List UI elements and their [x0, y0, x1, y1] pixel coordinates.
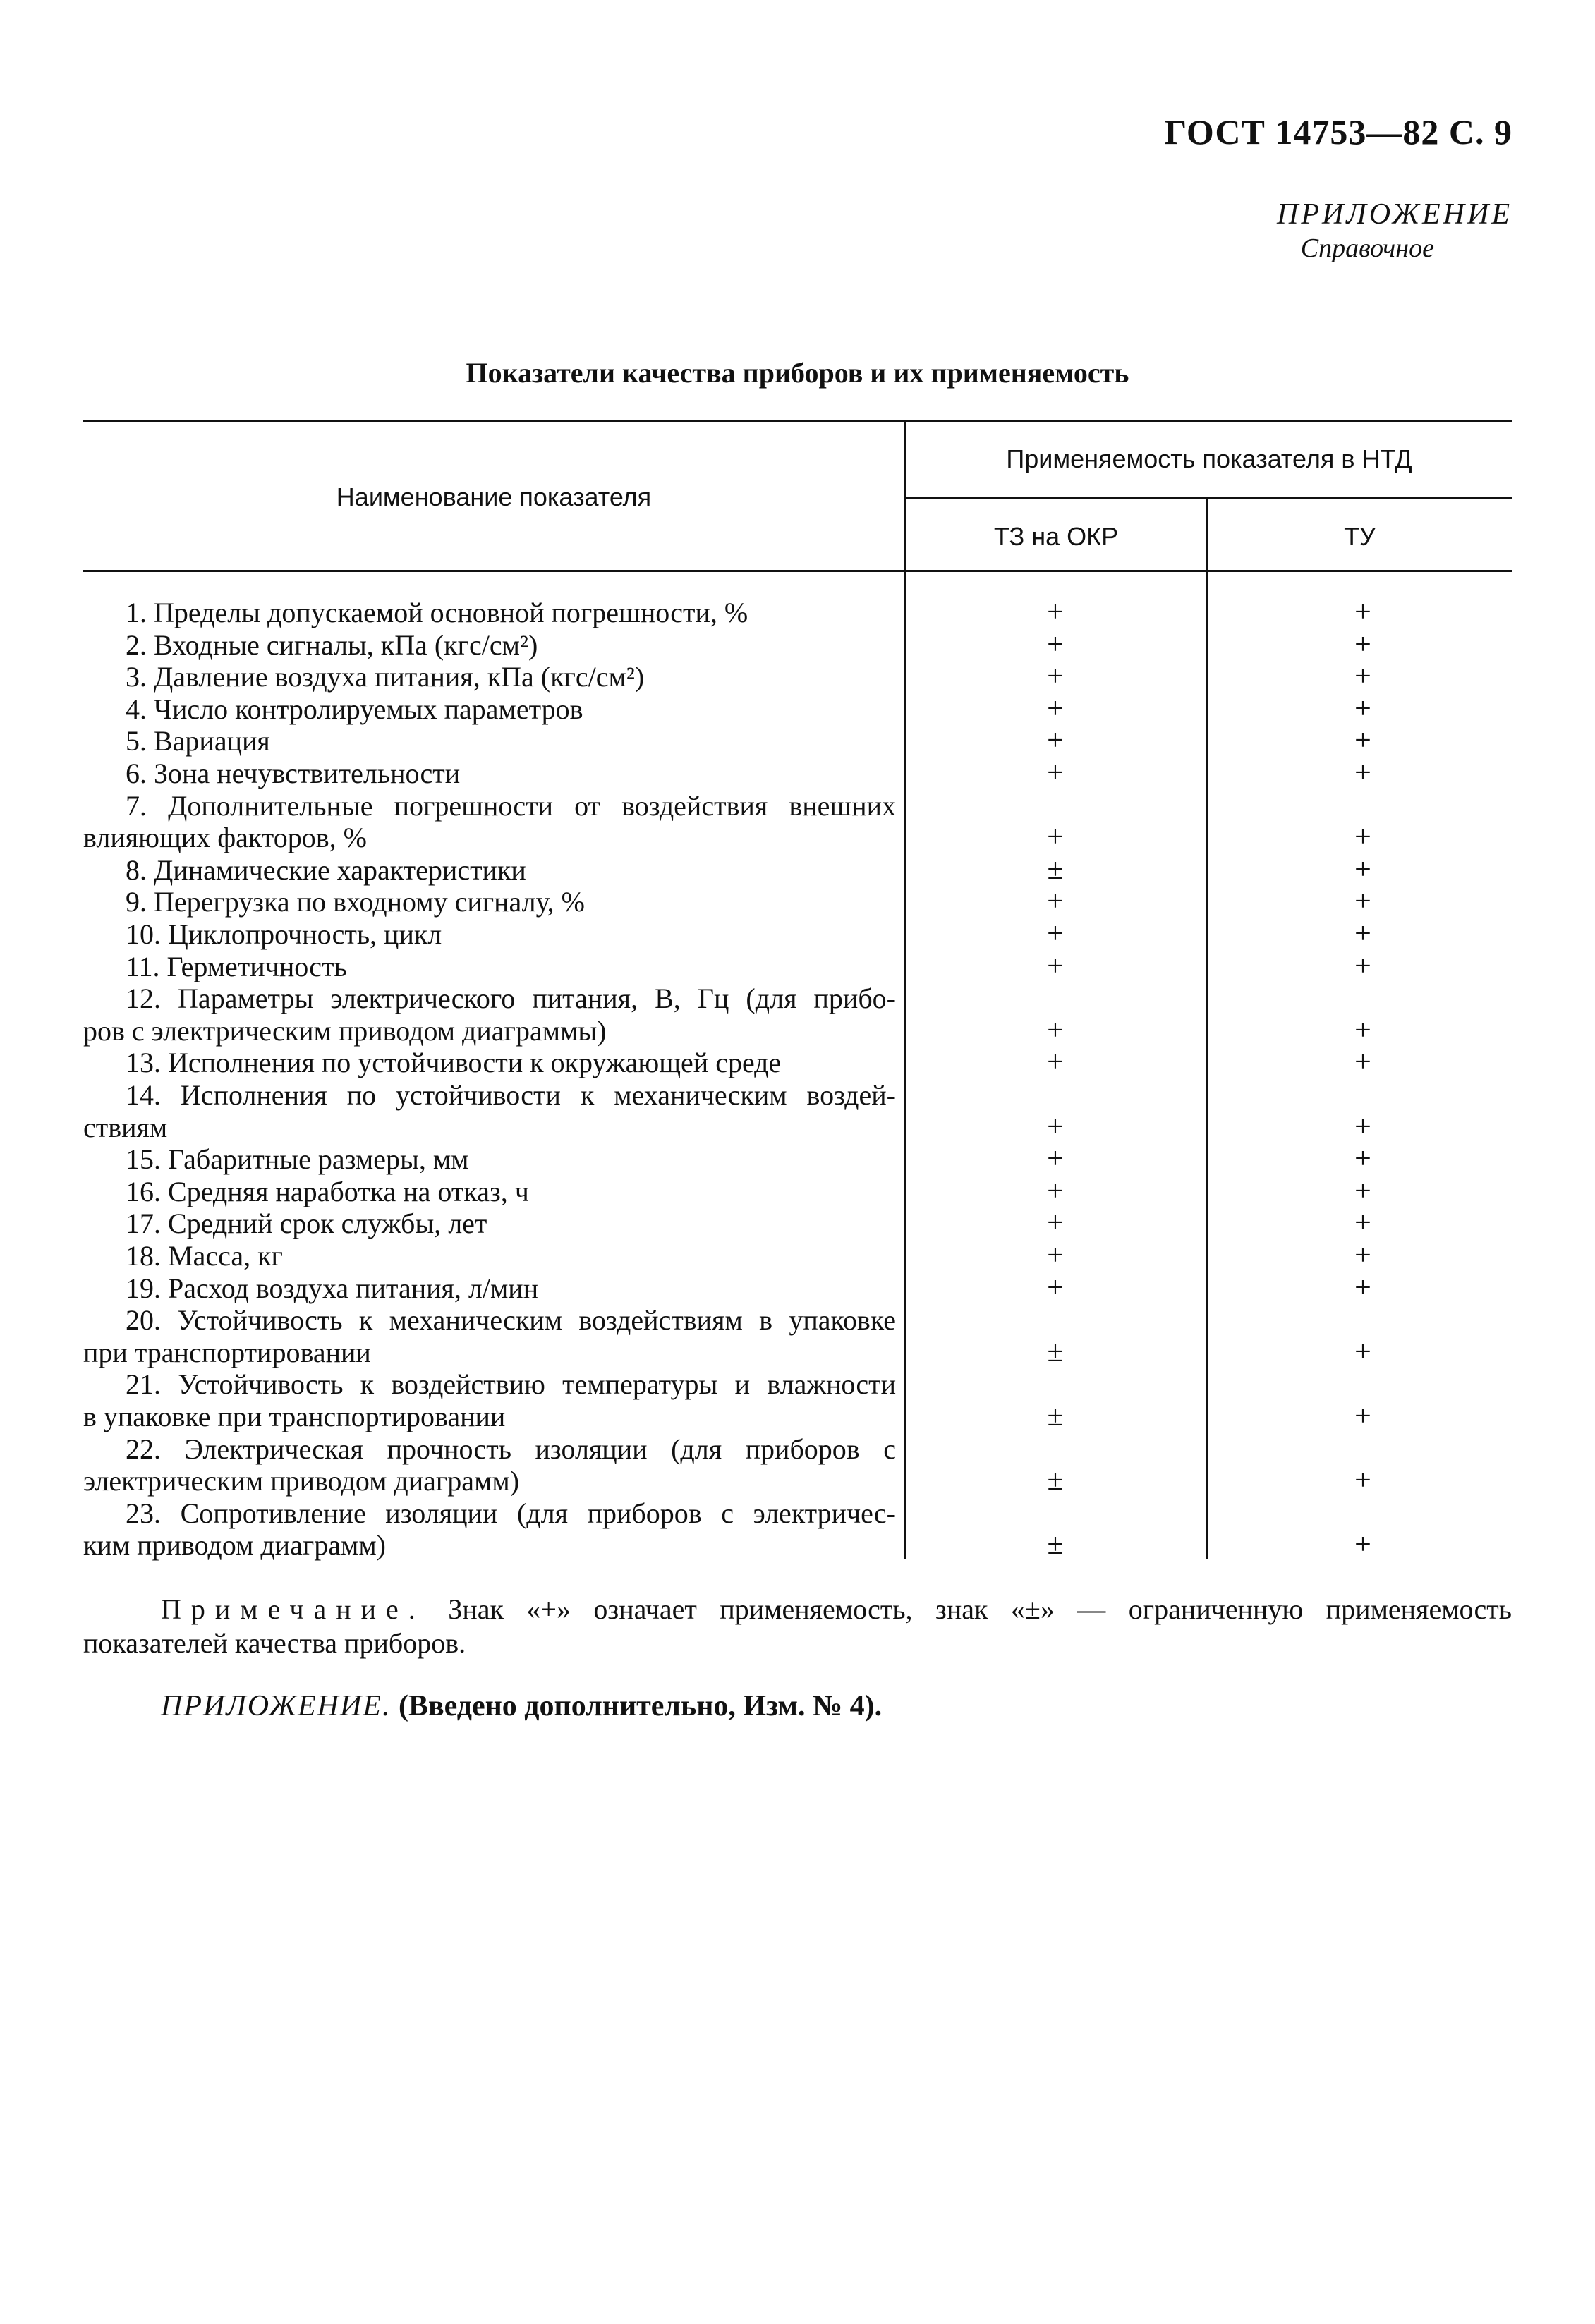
table-cell-tu-mark: + — [1354, 757, 1371, 789]
table-row-label: 18. Масса, кг — [126, 1240, 283, 1272]
table-note — [83, 1593, 1512, 1660]
table-cell-tz-mark: + — [1047, 1014, 1064, 1047]
table-cell-tz-mark: ± — [1047, 853, 1064, 886]
table-cell-tz-mark: ± — [1047, 1464, 1064, 1497]
note-text-line1: Знак «+» означает применяемость, знак «±» — ограниченную применяемость — [448, 1593, 1512, 1625]
table-cell-tu-mark: + — [1354, 1174, 1371, 1207]
table-cell-tz-mark: + — [1047, 821, 1064, 854]
table-row-label: 12. Параметры электрического питания, В, Гц (для прибо- — [126, 982, 896, 1015]
table-cell-tz-mark: + — [1047, 1143, 1064, 1176]
table-cell-tz-mark: + — [1047, 628, 1064, 661]
table-row-label-continuation: ствиям — [83, 1111, 168, 1143]
table-row-label: 6. Зона нечувствительности — [126, 758, 461, 789]
column-header-name: Наименование показателя — [336, 482, 652, 511]
amendment-note — [161, 1689, 882, 1723]
table-cell-tu-mark: + — [1354, 1528, 1371, 1562]
table-cell-tu-mark: + — [1354, 1014, 1371, 1047]
table-cell-tz-mark: + — [1047, 1271, 1064, 1304]
table-cell-tu-mark: + — [1354, 1207, 1371, 1240]
column-divider-2 — [1206, 497, 1208, 1559]
table-row-label: 17. Средний срок службы, лет — [126, 1207, 487, 1240]
table-cell-tz-mark: ± — [1047, 1400, 1064, 1432]
column-divider-1 — [904, 420, 906, 1559]
header-group-rule — [905, 497, 1512, 499]
table-row-label: 13. Исполнения по устойчивости к окружающей среде — [126, 1047, 782, 1079]
table-row-label-continuation: ким приводом диаграмм) — [83, 1529, 386, 1562]
table-cell-tz-mark: + — [1047, 596, 1064, 628]
column-header-tz: ТЗ на ОКР — [993, 522, 1119, 551]
table-cell-tu-mark: + — [1354, 724, 1371, 758]
table-cell-tu-mark: + — [1354, 628, 1371, 661]
table-cell-tu-mark: + — [1354, 596, 1371, 628]
header-bottom-rule — [83, 570, 1512, 572]
column-header-tu: ТУ — [1344, 522, 1376, 551]
amendment-text: (Введено дополнительно, Изм. № 4). — [398, 1690, 883, 1722]
table-cell-tu-mark: + — [1354, 949, 1371, 982]
table-cell-tz-mark: + — [1047, 757, 1064, 789]
table-cell-tz-mark: + — [1047, 660, 1064, 693]
table-cell-tz-mark: + — [1047, 692, 1064, 725]
table-cell-tz-mark: + — [1047, 724, 1064, 758]
table-cell-tu-mark: + — [1354, 918, 1371, 950]
table-row-label: 23. Сопротивление изоляции (для приборов с электричес- — [126, 1497, 896, 1529]
table-row-label-continuation: ров с электрическим приводом диаграммы) — [83, 1014, 607, 1047]
table-row-label: 5. Вариация — [126, 725, 270, 758]
table-cell-tu-mark: + — [1354, 1239, 1371, 1272]
table-row-label-continuation: электрическим приводом диаграмм) — [83, 1465, 520, 1497]
table-cell-tz-mark: + — [1047, 918, 1064, 950]
appendix-label: ПРИЛОЖЕНИЕ — [1277, 198, 1512, 231]
table-title: Показатели качества приборов и их применяемость — [466, 357, 1129, 389]
table-cell-tu-mark: + — [1354, 1335, 1371, 1368]
note-prefix: Примечание. — [161, 1593, 425, 1625]
table-cell-tu-mark: + — [1354, 1400, 1371, 1432]
table-cell-tu-mark: + — [1354, 1046, 1371, 1079]
table-cell-tz-mark: + — [1047, 1239, 1064, 1272]
table-row-label: 3. Давление воздуха питания, кПа (кгс/см²) — [126, 661, 645, 693]
table-row-label: 21. Устойчивость к воздействию температуры и влажности — [126, 1368, 896, 1401]
table-cell-tu-mark: + — [1354, 1271, 1371, 1304]
table-row-label: 22. Электрическая прочность изоляции (для приборов с — [126, 1432, 896, 1465]
table-row-label: 7. Дополнительные погрешности от воздействия внешних — [126, 789, 896, 822]
amendment-label: ПРИЛОЖЕНИЕ. — [161, 1690, 392, 1722]
table-cell-tu-mark: + — [1354, 660, 1371, 693]
table-row-label: 1. Пределы допускаемой основной погрешности, % — [126, 597, 748, 628]
table-cell-tz-mark: + — [1047, 949, 1064, 982]
table-row-label-continuation: влияющих факторов, % — [83, 822, 367, 854]
table-cell-tz-mark: + — [1047, 1174, 1064, 1207]
table-cell-tz-mark: ± — [1047, 1335, 1064, 1368]
table-row-label: 14. Исполнения по устойчивости к механическим воздей- — [126, 1079, 896, 1111]
table-row-label: 8. Динамические характеристики — [126, 853, 526, 886]
column-header-group: Применяемость показателя в НТД — [1006, 444, 1412, 473]
table-row-label: 10. Циклопрочность, цикл — [126, 918, 442, 950]
table-row-label: 20. Устойчивость к механическим воздействиям в упаковке — [126, 1304, 896, 1337]
table-row-label: 15. Габаритные размеры, мм — [126, 1143, 469, 1176]
table-row-label: 11. Герметичность — [126, 950, 347, 982]
table-cell-tz-mark: ± — [1047, 1528, 1064, 1562]
table-row-label: 19. Расход воздуха питания, л/мин — [126, 1272, 539, 1304]
table-row-label-continuation: при транспортировании — [83, 1336, 371, 1368]
table-cell-tu-mark: + — [1354, 821, 1371, 854]
table-row-label-continuation: в упаковке при транспортировании — [83, 1401, 506, 1432]
table-cell-tz-mark: + — [1047, 885, 1064, 918]
note-text-line2: показателей качества приборов. — [83, 1627, 466, 1659]
table-top-rule — [83, 420, 1512, 422]
document-reference: ГОСТ 14753—82 С. 9 — [1164, 112, 1512, 152]
table-row-label: 2. Входные сигналы, кПа (кгс/см²) — [126, 628, 538, 661]
table-cell-tz-mark: + — [1047, 1207, 1064, 1240]
table-cell-tz-mark: + — [1047, 1110, 1064, 1143]
table-cell-tu-mark: + — [1354, 853, 1371, 886]
table-cell-tu-mark: + — [1354, 1464, 1371, 1497]
table-cell-tu-mark: + — [1354, 885, 1371, 918]
table-cell-tu-mark: + — [1354, 1143, 1371, 1176]
table-cell-tu-mark: + — [1354, 1110, 1371, 1143]
table-row-label: 9. Перегрузка по входному сигналу, % — [126, 886, 585, 918]
table-row-label: 16. Средняя наработка на отказ, ч — [126, 1175, 529, 1207]
table-cell-tz-mark: + — [1047, 1046, 1064, 1079]
table-cell-tu-mark: + — [1354, 692, 1371, 725]
appendix-kind: Справочное — [1300, 233, 1434, 263]
table-row-label: 4. Число контролируемых параметров — [126, 693, 583, 725]
